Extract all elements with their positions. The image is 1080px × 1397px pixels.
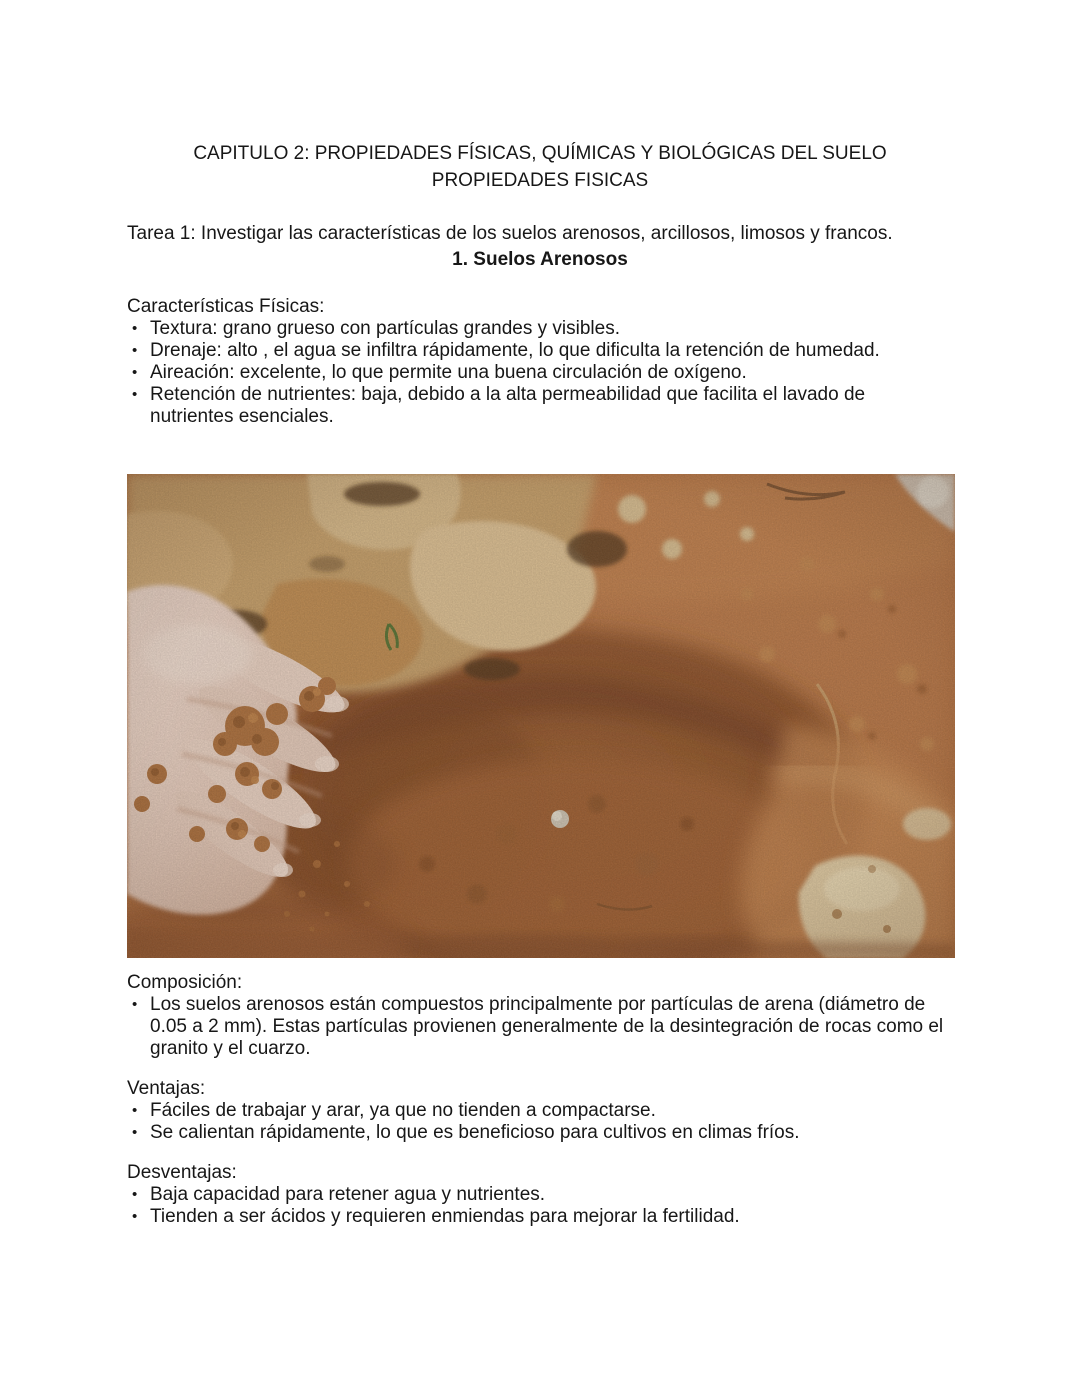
document-subtitle: PROPIEDADES FISICAS [431, 170, 649, 191]
bullet-marker: • [132, 1102, 138, 1119]
bullet-marker: • [132, 320, 138, 337]
list-item-text: Aireación: excelente, lo que permite una buena circulación de oxígeno. [150, 362, 747, 383]
task-paragraph: Tarea 1: Investigar las características de los suelos arenosos, arcillosos, limosos y francos. [127, 223, 893, 244]
bullet-marker: • [132, 342, 138, 359]
bullet-marker: • [132, 386, 138, 403]
list-item-text: Los suelos arenosos están compuestos principalmente por partículas de arena (diámetro de 0.05 a 2 mm). Estas partículas provienen generalmente de la desintegración de rocas como el granito y el cuarzo. [150, 994, 944, 1059]
document-title: CAPITULO 2: PROPIEDADES FÍSICAS, QUÍMICAS Y BIOLÓGICAS DEL SUELO [193, 143, 887, 164]
soil-photo-illustration [127, 474, 955, 958]
list-item-text: Tienden a ser ácidos y requieren enmiendas para mejorar la fertilidad. [150, 1206, 740, 1227]
list-item-text: Fáciles de trabajar y arar, ya que no tienden a compactarse. [150, 1100, 656, 1121]
grain-light [127, 474, 955, 958]
composicion-section [127, 972, 953, 1060]
section-heading: 1. Suelos Arenosos [452, 249, 628, 270]
subsection-heading: Composición: [127, 972, 243, 993]
list-item-text: Retención de nutrientes: baja, debido a la alta permeabilidad que facilita el lavado de nutrientes esenciales. [150, 384, 866, 427]
bullet-marker: • [132, 996, 138, 1013]
list-item-text: Se calientan rápidamente, lo que es beneficioso para cultivos en climas fríos. [150, 1122, 800, 1143]
list-item [127, 318, 953, 340]
bullet-marker: • [132, 364, 138, 381]
list-item-text: Textura: grano grueso con partículas grandes y visibles. [150, 318, 620, 339]
subsection-heading: Desventajas: [127, 1162, 237, 1183]
list-item [127, 384, 953, 428]
list-item [127, 340, 953, 362]
list-item [127, 994, 953, 1060]
list-item [127, 1184, 953, 1206]
bullet-marker: • [132, 1124, 138, 1141]
soil-photo [127, 474, 955, 958]
desventajas-section [127, 1162, 953, 1228]
list-item [127, 1122, 953, 1144]
caracteristicas-fisicas-section [127, 296, 953, 428]
document-header [127, 140, 953, 194]
list-item [127, 1100, 953, 1122]
list-item [127, 1206, 953, 1228]
bullet-marker: • [132, 1186, 138, 1203]
list-item [127, 362, 953, 384]
list-item-text: Baja capacidad para retener agua y nutrientes. [150, 1184, 546, 1205]
list-item-text: Drenaje: alto , el agua se infiltra rápidamente, lo que dificulta la retención de humedad. [150, 340, 880, 361]
subsection-heading: Ventajas: [127, 1078, 206, 1099]
bullet-marker: • [132, 1208, 138, 1225]
ventajas-section [127, 1078, 953, 1144]
subsection-heading: Características Físicas: [127, 296, 325, 317]
